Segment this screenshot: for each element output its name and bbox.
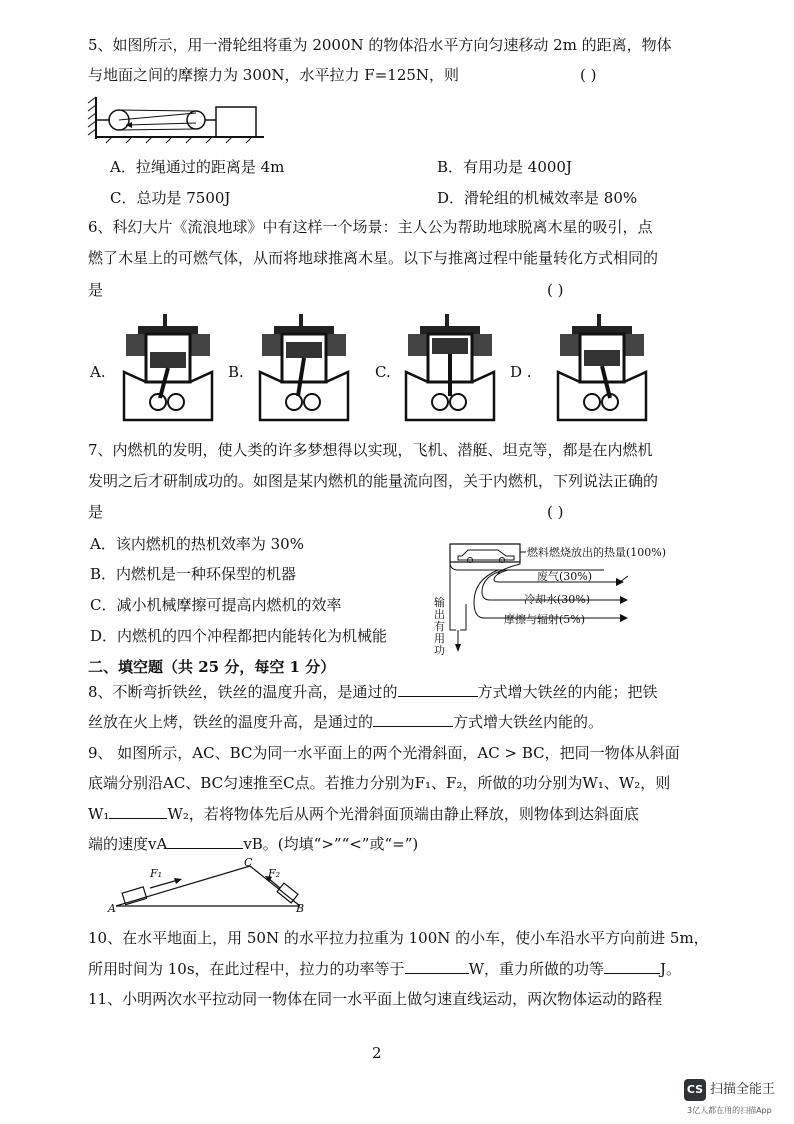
q7-option-c: C．减小机械摩擦可提高内燃机的效率 [90, 596, 342, 614]
q9-line3 [88, 803, 639, 824]
q8-line2 [88, 711, 603, 732]
q9-fig-a: A [108, 902, 116, 915]
useful-work-char: 功 [434, 644, 445, 657]
energy-coolant-label: 冷却水(30%) [524, 593, 591, 606]
q5-line2: 与地面之间的摩擦力为 300N，水平拉力 F=125N，则 [88, 66, 460, 84]
section-heading: 二、填空题（共 25 分，每空 1 分） [88, 658, 336, 676]
q9-line2: 底端分别沿AC、BC匀速推至C点。若推力分别为F₁、F₂，所做的功分别为W₁、W₂，则 [88, 774, 671, 792]
q7-line1: 7、内燃机的发明，使人类的许多梦想得以实现，飞机、潜艇、坦克等，都是在内燃机 [88, 441, 653, 459]
q7-option-a: A．该内燃机的热机效率为 30% [90, 535, 304, 553]
q10-blank-2[interactable] [604, 958, 660, 974]
q6-label-c: C. [375, 363, 391, 381]
incline-diagram [112, 858, 312, 914]
page-number: 2 [372, 1044, 382, 1062]
q8-line1-start: 8、不断弯折铁丝，铁丝的温度升高，是通过的 [88, 683, 398, 701]
engine-cylinder-b-image [254, 312, 354, 424]
q9-line4 [88, 833, 418, 854]
q10-blank-1[interactable] [405, 958, 469, 974]
q9-fig-b: B [296, 902, 305, 915]
camscanner-logo: CS [684, 1079, 706, 1101]
q5-line1: 5、如图所示，用一滑轮组将重为 2000N 的物体沿水平方向匀速移动 2m 的距离，物体 [88, 36, 672, 54]
q10-line2-end: J。 [659, 960, 681, 978]
q7-answer-paren: ( ) [547, 503, 564, 521]
q9-fig-c: C [244, 856, 253, 869]
energy-friction-label: 摩擦与辐射(5%) [504, 613, 586, 626]
q6-line3: 是 [88, 281, 104, 299]
q9-line1: 9、 如图所示，AC、BC为同一水平面上的两个光滑斜面，AC > BC，把同一物体从斜面 [88, 744, 680, 762]
useful-work-char: 输 [434, 596, 445, 609]
q10-line2-start: 所用时间为 10s，在此过程中，拉力的功率等于 [88, 960, 405, 978]
useful-work-char: 有 [434, 620, 445, 633]
q6-label-a: A. [90, 363, 106, 381]
engine-cylinder-d-image [552, 312, 652, 424]
q10-line2-mid: W，重力所做的功等 [468, 960, 604, 978]
q7-option-b: B．内燃机是一种环保型的机器 [90, 565, 297, 583]
q10-line1: 10、在水平地面上，用 50N 的水平拉力拉重为 100N 的小车，使小车沿水平方向前进 5m， [88, 929, 709, 947]
q8-blank-2[interactable] [373, 711, 453, 727]
q9-line4-end: vB。(均填“>”“<”或“=”) [243, 835, 419, 853]
q6-answer-paren: ( ) [547, 281, 564, 299]
q9-line3-end: W₂，若将物体先后从两个光滑斜面顶端由静止释放，则物体到达斜面底 [167, 805, 639, 823]
pulley-diagram [86, 95, 266, 145]
q7-line2: 发明之后才研制成功的。如图是某内燃机的能量流向图，关于内燃机，下列说法正确的 [88, 472, 659, 490]
q9-va: 端的速度vA [88, 835, 168, 853]
q7-option-d: D．内燃机的四个冲程都把内能转化为机械能 [90, 627, 388, 645]
q6-line2: 燃了木星上的可燃气体，从而将地球推离木星。以下与推离过程中能量转化方式相同的 [88, 249, 659, 267]
q9-w1: W₁ [88, 805, 110, 823]
q9-blank-1[interactable] [109, 803, 167, 819]
q5-answer-paren: ( ) [580, 66, 597, 84]
q8-line2-end: 方式增大铁丝内能的。 [453, 713, 604, 731]
q9-fig-f2: F₂ [268, 867, 281, 880]
q8-line1-end: 方式增大铁丝的内能；把铁 [477, 683, 658, 701]
q9-fig-f1: F₁ [150, 867, 163, 880]
q11-line1: 11、小明两次水平拉动同一物体在同一水平面上做匀速直线运动，两次物体运动的路程 [88, 990, 663, 1008]
useful-work-char: 出 [434, 608, 445, 621]
engine-cylinder-c-image [400, 312, 500, 424]
q9-blank-2[interactable] [167, 833, 243, 849]
q8-line2-start: 丝放在火上烤，铁丝的温度升高，是通过的 [88, 713, 374, 731]
useful-work-char: 用 [434, 632, 445, 645]
q7-line3: 是 [88, 503, 104, 521]
q6-label-b: B. [228, 363, 244, 381]
q6-label-d: D . [510, 363, 532, 381]
engine-cylinder-a-image [118, 312, 218, 424]
q5-option-d: D．滑轮组的机械效率是 80% [437, 189, 638, 207]
energy-exhaust-label: 废气(30%) [537, 570, 593, 583]
q5-option-a: A．拉绳通过的距离是 4m [110, 158, 285, 176]
q8-line1 [88, 681, 658, 702]
q8-blank-1[interactable] [398, 681, 478, 697]
energy-heat-label: 燃料燃烧放出的热量(100%) [527, 546, 667, 559]
watermark-subtitle: 3亿人都在用的扫描App [687, 1106, 772, 1115]
q6-line1: 6、科幻大片《流浪地球》中有这样一个场景：主人公为帮助地球脱离木星的吸引，点 [88, 218, 653, 236]
watermark-title: 扫描全能王 [710, 1082, 776, 1097]
q5-option-b: B．有用功是 4000J [437, 158, 572, 176]
q10-line2 [88, 958, 681, 979]
q5-option-c: C．总功是 7500J [110, 189, 231, 207]
